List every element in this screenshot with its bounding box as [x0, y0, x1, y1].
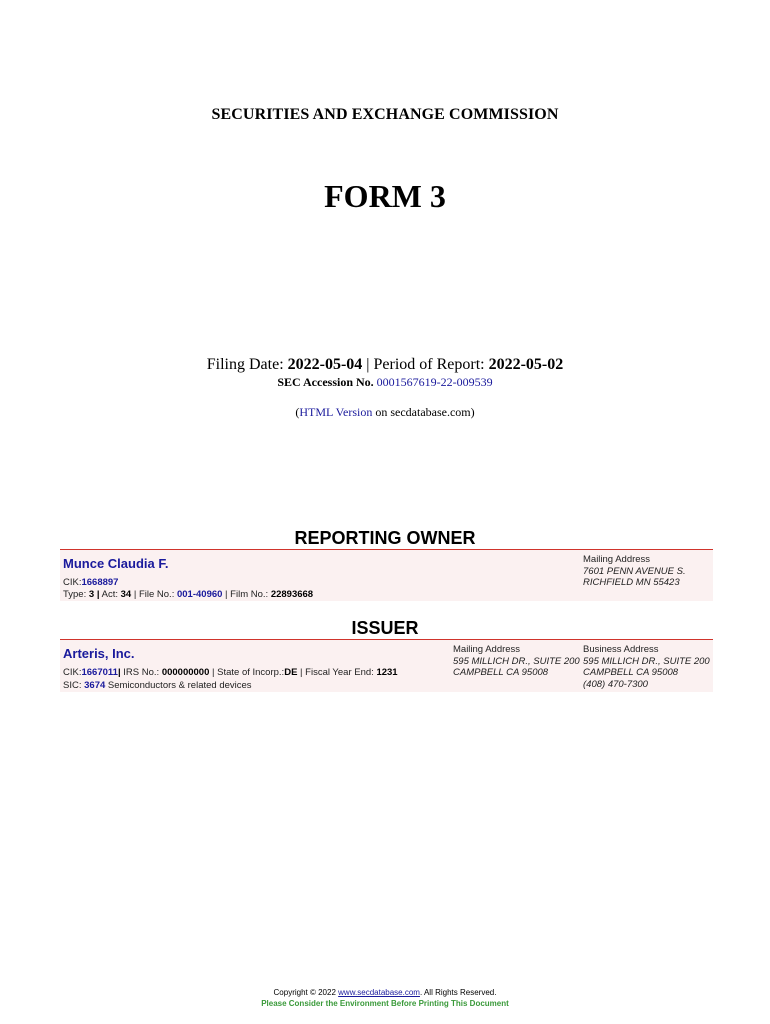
footer	[0, 988, 770, 1008]
html-version-rest: on secdatabase.com)	[372, 405, 475, 419]
act-value: 34	[120, 589, 132, 600]
issuer-box	[60, 639, 713, 692]
business-line-1: 595 MILLICH DR., SUITE 200	[583, 655, 710, 667]
issuer-business-address	[583, 644, 710, 690]
mailing-line-1: 595 MILLICH DR., SUITE 200	[453, 655, 580, 667]
cik-label: CIK:	[63, 577, 82, 588]
form-title: FORM 3	[324, 178, 446, 214]
mailing-address-label: Mailing Address	[583, 554, 651, 565]
act-label: Act:	[101, 589, 118, 600]
filing-date-label: Filing Date:	[206, 356, 284, 373]
issuer-sic-line	[63, 680, 252, 691]
commission-title: SECURITIES AND EXCHANGE COMMISSION	[211, 106, 559, 123]
mailing-line-2: CAMPBELL CA 95008	[453, 667, 549, 678]
owner-cik-link[interactable]: 1668897	[81, 577, 119, 588]
type-label: Type:	[63, 589, 87, 600]
sic-description: Semiconductors & related devices	[107, 680, 252, 691]
state-value: DE	[284, 667, 298, 678]
business-phone: (408) 470-7300	[583, 678, 648, 690]
accession-link[interactable]: 0001567619-22-009539	[376, 375, 493, 389]
issuer-cik-link[interactable]: 1667011	[81, 667, 118, 678]
mailing-line-1: 7601 PENN AVENUE S.	[583, 565, 686, 577]
file-number-link[interactable]: 001-40960	[176, 589, 223, 600]
issuer-cik-line: CIK:1667011| IRS No.: 000000000 | State of Incorp.:DE | Fiscal Year End: 1231	[63, 667, 398, 678]
fye-value: 1231	[376, 667, 398, 678]
rights-text: . All Rights Reserved.	[419, 988, 497, 997]
period-of-report: 2022-05-02	[488, 356, 564, 373]
file-label: File No.:	[138, 589, 175, 600]
issuer-name-link[interactable]: Arteris, Inc.	[63, 646, 135, 661]
irs-value: 000000000	[161, 667, 210, 678]
mailing-address-label: Mailing Address	[453, 644, 521, 655]
filing-info	[0, 356, 770, 374]
separator: |	[366, 356, 370, 373]
irs-label: IRS No.:	[123, 667, 160, 678]
owner-type-line: Type: 3 | Act: 34 | File No.: 001-40960 | Film No.: 22893668	[63, 589, 314, 600]
film-label: Film No.:	[230, 589, 269, 600]
sic-code-link[interactable]: 3674	[84, 680, 106, 691]
accession-info	[0, 375, 770, 390]
paren-open: (	[295, 405, 300, 419]
business-line-2: CAMPBELL CA 95008	[583, 667, 679, 678]
owner-name-link[interactable]: Munce Claudia F.	[63, 556, 169, 571]
issuer-mailing-address	[453, 644, 580, 679]
reporting-owner-box	[60, 549, 713, 601]
cik-label: CIK:	[63, 667, 82, 678]
state-label: State of Incorp.:	[217, 667, 285, 678]
issuer-heading: ISSUER	[351, 618, 419, 638]
environment-notice: Please Consider the Environment Before Printing This Document	[261, 999, 509, 1008]
business-address-label: Business Address	[583, 644, 659, 655]
secdatabase-link[interactable]: www.secdatabase.com	[338, 988, 420, 997]
owner-cik-line	[63, 577, 118, 588]
period-label: Period of Report:	[373, 356, 485, 373]
fye-label: Fiscal Year End:	[305, 667, 374, 678]
copyright-text: Copyright © 2022	[273, 988, 339, 997]
owner-mailing-address	[583, 554, 686, 589]
mailing-line-2: RICHFIELD MN 55423	[583, 577, 680, 588]
filing-date: 2022-05-04	[287, 356, 363, 373]
type-value: 3	[88, 589, 95, 600]
html-version-line	[0, 405, 770, 420]
film-value: 22893668	[270, 589, 314, 600]
html-version-link[interactable]: HTML Version	[299, 405, 373, 419]
copyright-line	[0, 988, 770, 997]
accession-label: SEC Accession No.	[277, 375, 374, 389]
sic-label: SIC:	[63, 680, 82, 691]
reporting-owner-heading: REPORTING OWNER	[294, 528, 476, 548]
